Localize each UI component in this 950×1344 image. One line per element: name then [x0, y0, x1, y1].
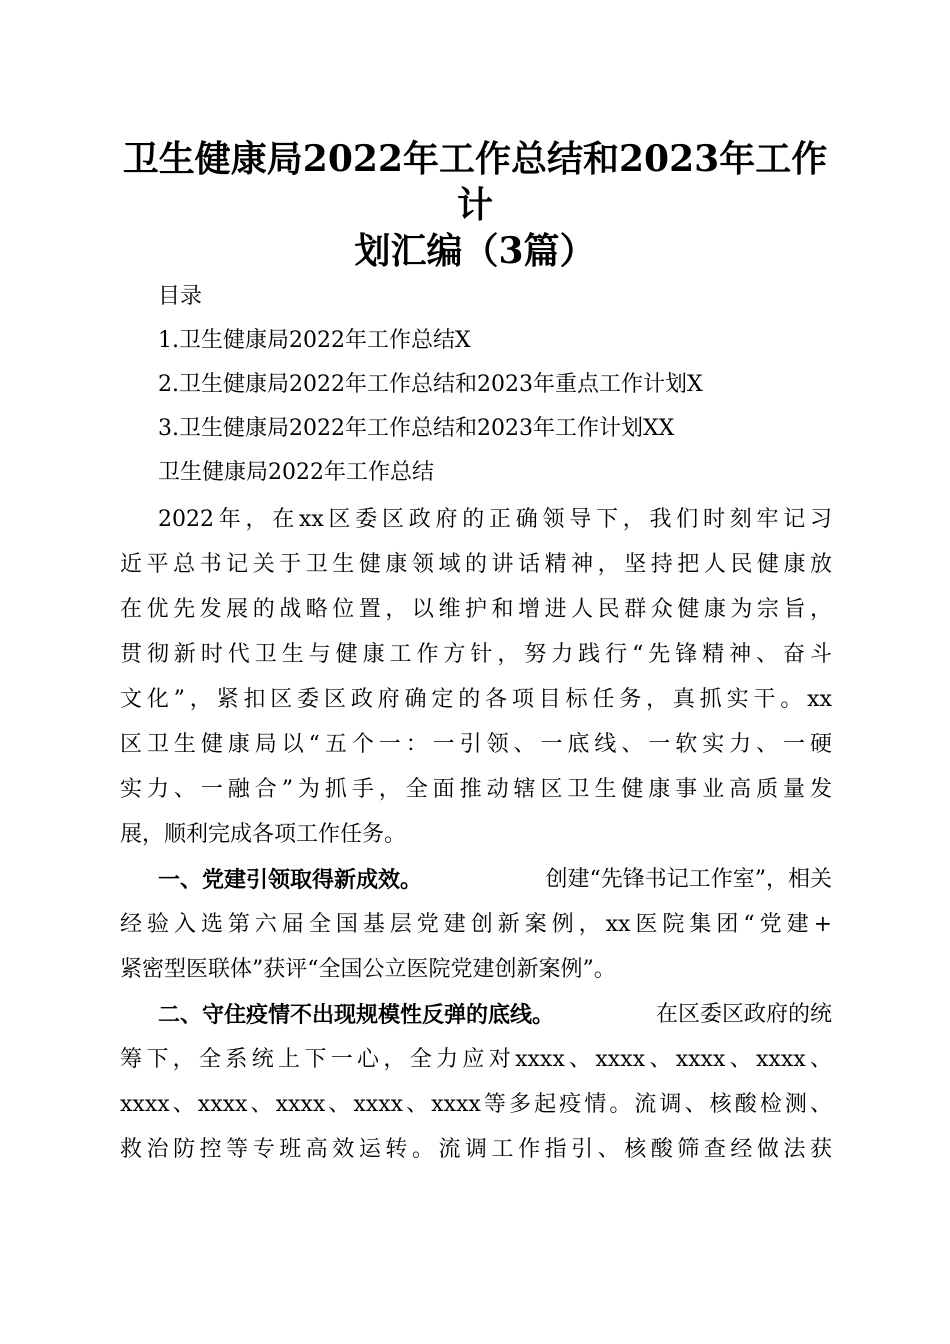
intro-line-3: 在优先发展的战略位置，以维护和增进人民群众健康为宗旨，: [120, 597, 832, 622]
point2-line-2: 筹下，全系统上下一心，全力应对xxxx、xxxx、xxxx、xxxx、: [120, 1047, 832, 1072]
point2-line-4: 救治防控等专班高效运转。流调工作指引、核酸筛查经做法获: [120, 1137, 832, 1162]
section-title: 卫生健康局2022年工作总结: [158, 460, 434, 485]
point2-line-3: xxxx、xxxx、xxxx、xxxx、xxxx等多起疫情。流调、核酸检测、: [120, 1092, 832, 1117]
toc-item-3: 3.卫生健康局2022年工作总结和2023年工作计划XX: [158, 416, 675, 441]
intro-line-6: 区卫生健康局以“五个一：一引领、一底线、一软实力、一硬: [120, 732, 832, 757]
point1-first-line: [158, 865, 832, 895]
toc-item-1: 1.卫生健康局2022年工作总结X: [158, 328, 471, 353]
toc-heading: 目录: [158, 284, 203, 309]
point1-heading: 一、党建引领取得新成效。: [158, 867, 423, 893]
intro-line-2: 近平总书记关于卫生健康领域的讲话精神，坚持把人民健康放: [120, 552, 832, 577]
document-title: [110, 136, 840, 274]
point2-first-line: [158, 1000, 832, 1030]
intro-line-1: 2022年，在xx区委区政府的正确领导下，我们时刻牢记习: [158, 507, 832, 532]
point1-line1-rest: 创建“先锋书记工作室”，相关: [545, 867, 832, 892]
intro-line-7: 实力、一融合”为抓手，全面推动辖区卫生健康事业高质量发: [120, 777, 832, 802]
point2-line1-rest: 在区委区政府的统: [655, 1002, 832, 1027]
point2-heading: 二、守住疫情不出现规模性反弹的底线。: [158, 1002, 555, 1028]
intro-line-5: 文化”，紧扣区委区政府确定的各项目标任务，真抓实干。xx: [120, 687, 832, 712]
point1-line-2: 经验入选第六届全国基层党建创新案例，xx医院集团“党建+: [120, 912, 832, 937]
title-line-2: 划汇编（3篇）: [354, 230, 596, 272]
intro-line-8: 展，顺利完成各项工作任务。: [120, 822, 407, 847]
toc-item-2: 2.卫生健康局2022年工作总结和2023年重点工作计划X: [158, 372, 703, 397]
point1-line-3: 紧密型医联体”获评“全国公立医院党建创新案例”。: [120, 957, 616, 982]
intro-line-4: 贯彻新时代卫生与健康工作方针，努力践行“先锋精神、奋斗: [120, 642, 832, 667]
title-line-1: 卫生健康局2022年工作总结和2023年工作计: [122, 138, 828, 226]
